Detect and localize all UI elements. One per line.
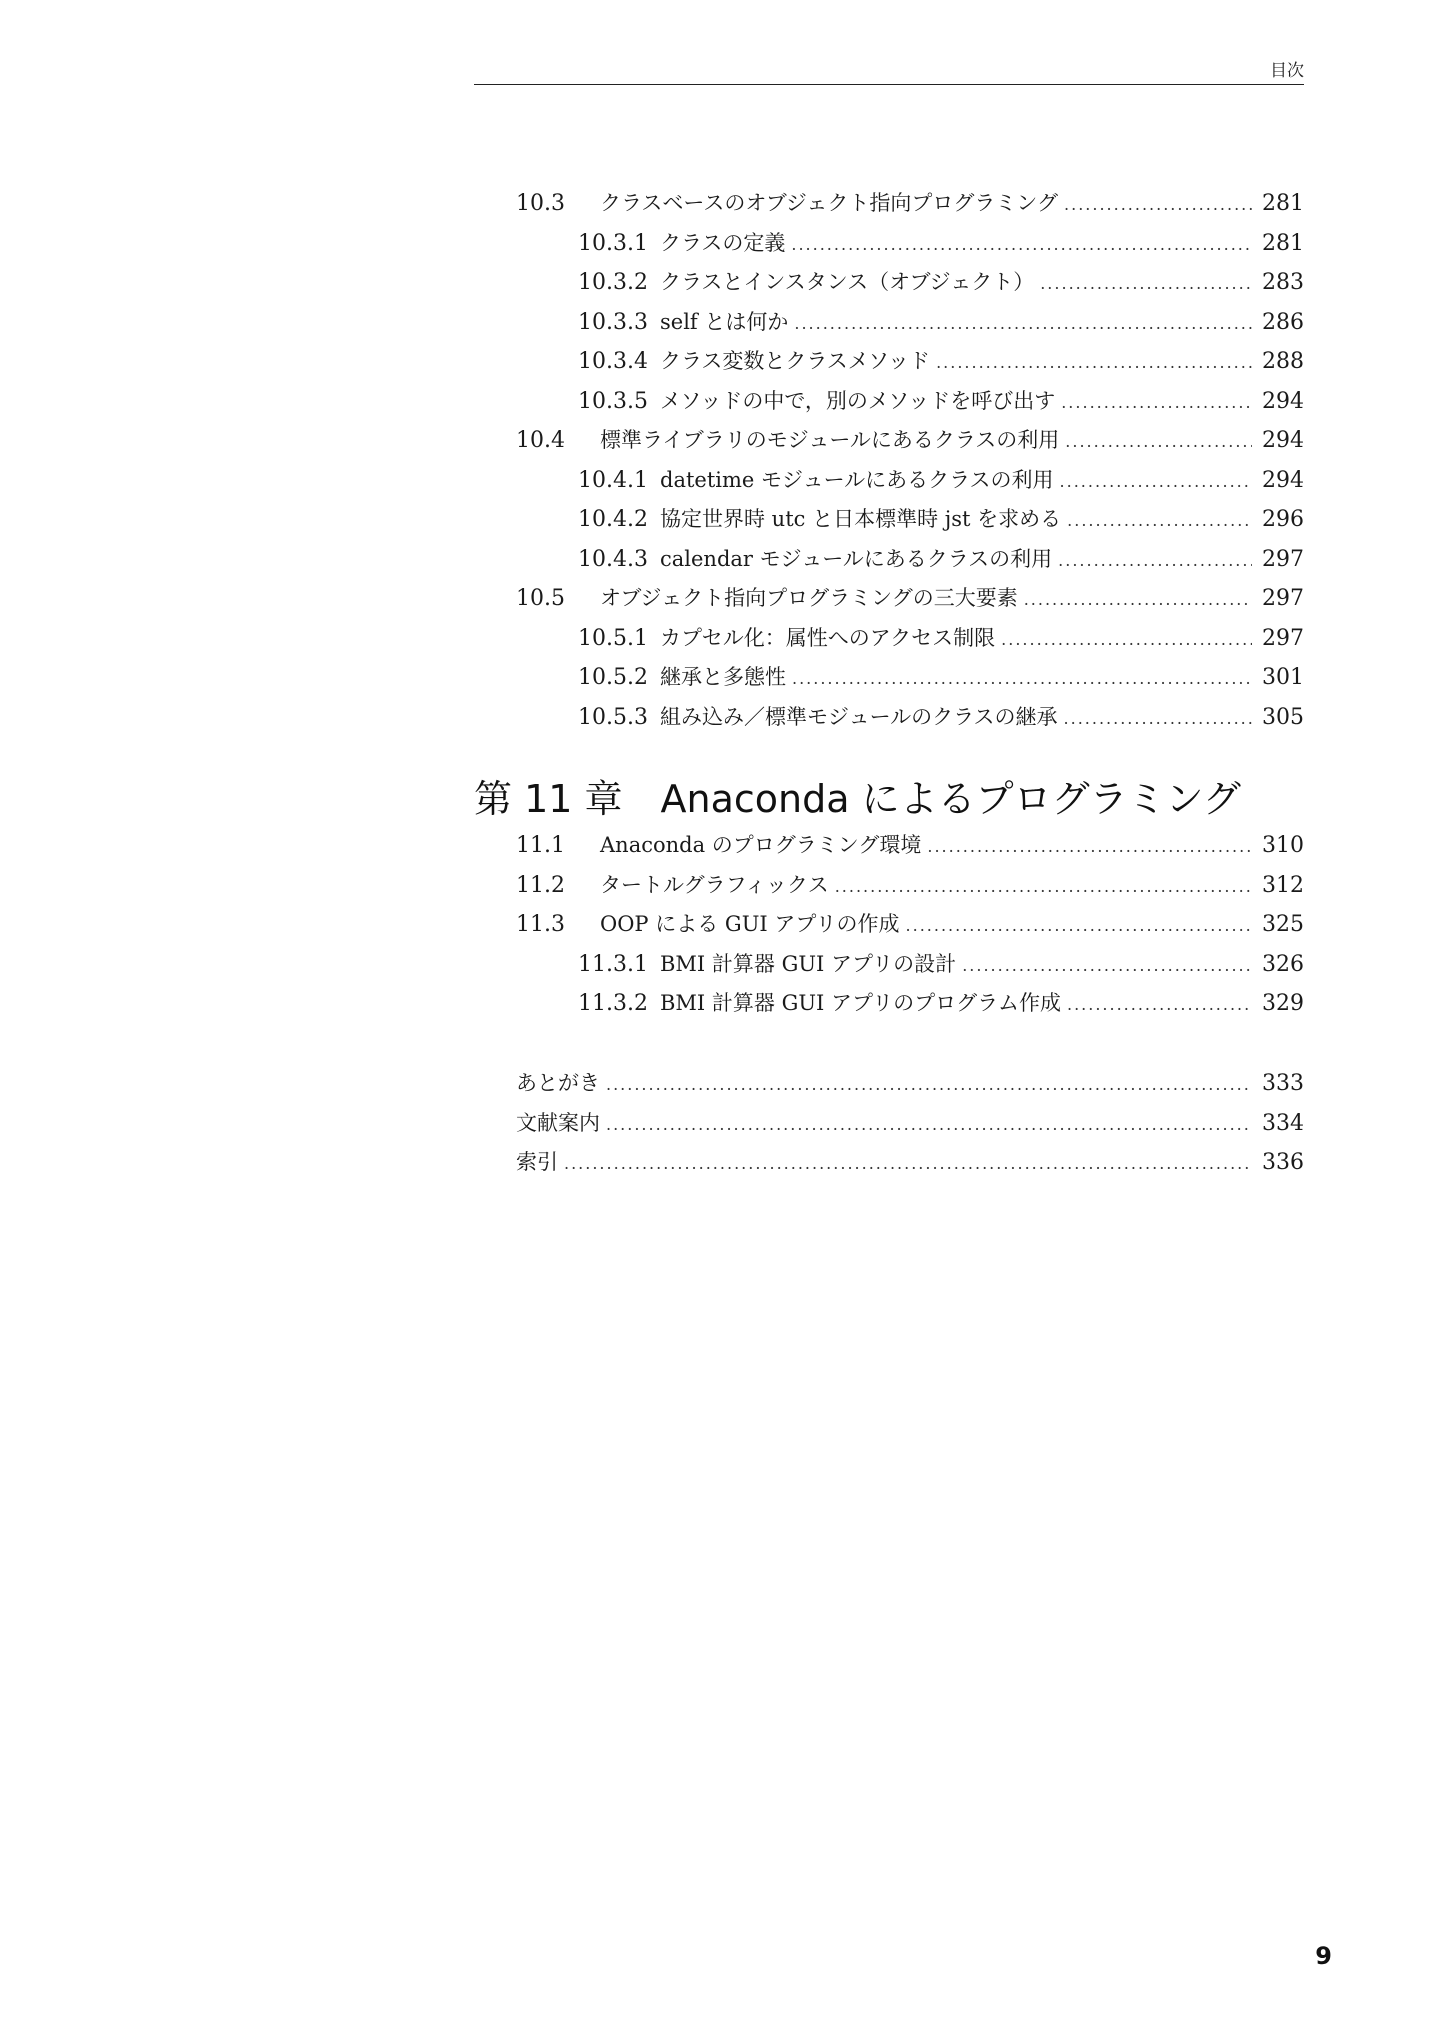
toc-entry[interactable]	[474, 342, 1304, 382]
toc-entry-title: メソッドの中で，別のメソッドを呼び出す	[660, 388, 1056, 413]
toc-entry[interactable]	[474, 698, 1304, 738]
toc-dot-leader	[962, 946, 1252, 986]
toc-dot-leader	[1001, 620, 1252, 660]
toc-back-matter	[474, 1064, 1304, 1183]
toc-entry[interactable]	[474, 303, 1304, 343]
toc-entry-page: 336	[1262, 1150, 1304, 1175]
toc-dot-leader	[906, 906, 1252, 946]
toc-entry-page: 333	[1262, 1071, 1304, 1096]
toc-entry-title: クラスの定義	[660, 230, 786, 255]
toc-entry-number: 10.4	[516, 428, 565, 453]
running-head	[474, 54, 1304, 85]
toc-entry-page: 297	[1262, 586, 1304, 611]
toc-entry[interactable]	[474, 1064, 1304, 1104]
toc-entry-page: 310	[1262, 833, 1304, 858]
toc-dot-leader	[1060, 462, 1252, 502]
toc-dot-leader	[606, 1065, 1252, 1105]
toc-entry-page: 294	[1262, 388, 1304, 414]
page-number: 9	[1315, 1942, 1332, 1970]
toc-entry-title: 協定世界時 utc と日本標準時 jst を求める	[660, 507, 1062, 531]
toc-entry[interactable]	[474, 1104, 1304, 1144]
toc-entry-number: 10.4.2	[578, 507, 648, 532]
toc-dot-leader	[794, 304, 1252, 344]
toc-entry-page: 288	[1262, 349, 1304, 374]
toc-entry-page: 283	[1262, 270, 1304, 295]
toc-entry-title: 文献案内	[516, 1110, 600, 1135]
toc-entry[interactable]	[474, 905, 1304, 945]
toc-entry[interactable]	[474, 826, 1304, 866]
toc-dot-leader	[564, 1144, 1252, 1184]
toc-entry[interactable]	[474, 540, 1304, 580]
toc-entry-page: 326	[1262, 951, 1304, 977]
toc-entry-title: self とは何か	[660, 309, 789, 334]
toc-entry[interactable]	[474, 461, 1304, 501]
toc-entry-number: 10.5	[516, 586, 565, 611]
toc-entry-page: 329	[1262, 991, 1304, 1016]
toc-entry[interactable]	[474, 1143, 1304, 1183]
toc-entry-page: 286	[1262, 309, 1304, 335]
toc-entry[interactable]	[474, 500, 1304, 540]
toc-dot-leader	[791, 225, 1252, 265]
toc-entry-title: クラス変数とクラスメソッド	[660, 349, 931, 373]
toc-dot-leader	[1061, 383, 1252, 423]
toc-entry-page: 296	[1262, 507, 1304, 532]
toc-entry-number: 11.3.2	[578, 991, 648, 1016]
toc-entry[interactable]	[474, 866, 1304, 906]
toc-dot-leader	[1064, 185, 1252, 225]
toc-entry-title: BMI 計算器 GUI アプリのプログラム作成	[660, 991, 1061, 1015]
toc-entry[interactable]	[474, 382, 1304, 422]
toc-dot-leader	[1067, 985, 1252, 1025]
toc-entry-page: 301	[1262, 665, 1304, 690]
toc-entry[interactable]	[474, 619, 1304, 659]
toc-entry-title: datetime モジュールにあるクラスの利用	[660, 467, 1054, 492]
toc-entry-number: 10.4.1	[578, 467, 648, 493]
toc-entry[interactable]	[474, 658, 1304, 698]
toc-entry[interactable]	[474, 579, 1304, 619]
running-head-label: 目次	[1270, 61, 1304, 81]
toc-dot-leader	[1058, 541, 1252, 581]
toc-entry-number: 11.2	[516, 872, 565, 898]
toc-entry-number: 10.3.1	[578, 230, 648, 256]
toc-entry-title: 組み込み／標準モジュールのクラスの継承	[660, 704, 1058, 729]
toc-entry-title: BMI 計算器 GUI アプリの設計	[660, 951, 957, 976]
toc-dot-leader	[1040, 264, 1252, 304]
toc-entry-number: 10.3	[516, 191, 565, 216]
toc-entry-title: calendar モジュールにあるクラスの利用	[660, 546, 1053, 571]
toc-entry-page: 334	[1262, 1110, 1304, 1136]
toc-entry-number: 10.4.3	[578, 546, 648, 572]
toc-dot-leader	[835, 867, 1252, 907]
toc-entry-page: 297	[1262, 625, 1304, 651]
toc-entry-page: 312	[1262, 872, 1304, 898]
toc-dot-leader	[927, 827, 1252, 867]
toc-entry-title: 継承と多態性	[660, 665, 786, 689]
toc-dot-leader	[1065, 422, 1252, 462]
toc-entry-page: 294	[1262, 467, 1304, 493]
toc-entry-page: 325	[1262, 912, 1304, 937]
toc-entry[interactable]	[474, 421, 1304, 461]
toc-entry[interactable]	[474, 224, 1304, 264]
toc-entry-number: 11.1	[516, 833, 565, 858]
toc-entry-page: 294	[1262, 428, 1304, 453]
toc-entry-page: 297	[1262, 546, 1304, 572]
toc-entry[interactable]	[474, 984, 1304, 1024]
toc-entry-title: クラスとインスタンス（オブジェクト）	[660, 270, 1035, 294]
toc-dot-leader	[792, 659, 1252, 699]
toc-chapter-11	[474, 826, 1304, 1024]
toc-entry[interactable]	[474, 184, 1304, 224]
toc-entry-number: 10.3.5	[578, 388, 648, 414]
toc-entry-number: 11.3	[516, 912, 565, 937]
chapter-heading: 第 11 章 Anaconda によるプログラミング	[474, 777, 1241, 821]
toc-entry-title: オブジェクト指向プログラミングの三大要素	[600, 586, 1018, 610]
toc-entry-title: カプセル化：属性へのアクセス制限	[660, 625, 996, 650]
toc-section-10	[474, 184, 1304, 737]
toc-entry-page: 305	[1262, 704, 1304, 730]
toc-dot-leader	[1067, 501, 1252, 541]
toc-entry-page: 281	[1262, 191, 1304, 216]
toc-dot-leader	[606, 1105, 1252, 1145]
toc-entry-number: 10.5.1	[578, 625, 648, 651]
toc-entry-number: 10.3.2	[578, 270, 648, 295]
toc-entry[interactable]	[474, 945, 1304, 985]
toc-entry-number: 10.5.2	[578, 665, 648, 690]
toc-entry-title: 標準ライブラリのモジュールにあるクラスの利用	[600, 428, 1060, 452]
toc-dot-leader	[1024, 580, 1252, 620]
toc-entry-page: 281	[1262, 230, 1304, 256]
toc-entry-number: 10.3.3	[578, 309, 648, 335]
toc-entry[interactable]	[474, 263, 1304, 303]
toc-entry-title: OOP による GUI アプリの作成	[600, 912, 900, 936]
toc-entry-number: 11.3.1	[578, 951, 648, 977]
toc-entry-number: 10.3.4	[578, 349, 648, 374]
toc-entry-number: 10.5.3	[578, 704, 648, 730]
toc-entry-title: クラスベースのオブジェクト指向プログラミング	[600, 191, 1059, 215]
toc-entry-title: Anaconda のプログラミング環境	[600, 833, 922, 857]
toc-entry-title: タートルグラフィックス	[600, 872, 829, 897]
toc-dot-leader	[936, 343, 1252, 383]
toc-entry-title: 索引	[516, 1150, 558, 1174]
toc-dot-leader	[1064, 699, 1252, 739]
toc-entry-title: あとがき	[516, 1071, 600, 1095]
